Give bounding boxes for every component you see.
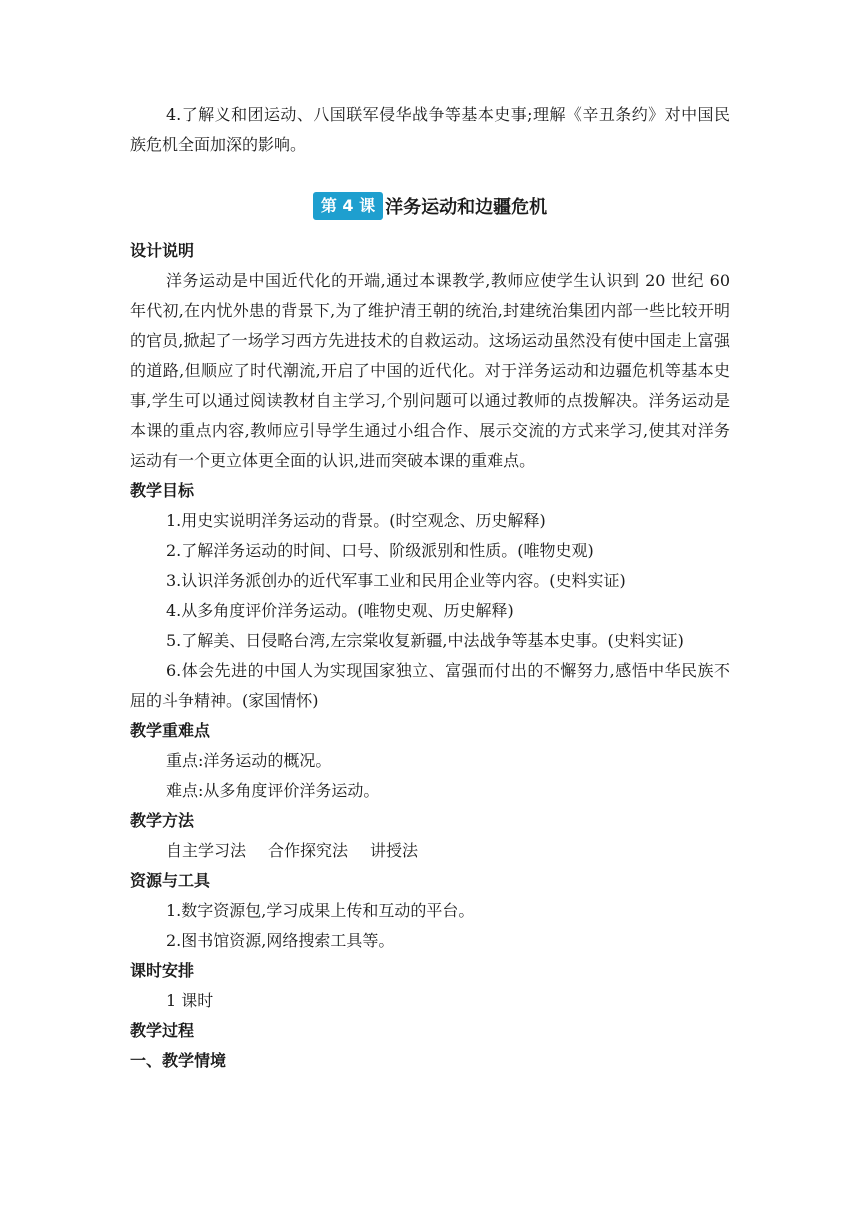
section-heading-keypoints: 教学重难点 (130, 721, 211, 740)
difficult-point: 难点:从多角度评价洋务运动。 (166, 781, 380, 800)
section-heading-process: 教学过程 (130, 1021, 195, 1040)
resource-item: 2.图书馆资源,网络搜索工具等。 (166, 931, 395, 950)
section-heading-schedule: 课时安排 (130, 961, 195, 980)
method-item: 合作探究法 (268, 841, 349, 860)
method-item: 讲授法 (370, 841, 419, 860)
key-point: 重点:洋务运动的概况。 (166, 751, 332, 770)
objective-item: 3.认识洋务派创办的近代军事工业和民用企业等内容。(史料实证) (166, 571, 626, 590)
document-page (130, 100, 730, 1076)
objective-item: 4.从多角度评价洋务运动。(唯物史观、历史解释) (166, 601, 514, 620)
schedule-value: 1 课时 (166, 991, 214, 1010)
section-heading-resources: 资源与工具 (130, 871, 211, 890)
section-heading-methods: 教学方法 (130, 811, 195, 830)
method-item: 自主学习法 (166, 841, 247, 860)
lesson-title (130, 190, 730, 222)
section-heading-objectives: 教学目标 (130, 481, 195, 500)
section-subheading-context: 一、教学情境 (130, 1051, 227, 1070)
methods-list (130, 836, 730, 866)
lesson-number-badge: 第 4 课 (313, 192, 383, 220)
resource-item: 1.数字资源包,学习成果上传和互动的平台。 (166, 901, 475, 920)
intro-item-4: 4.了解义和团运动、八国联军侵华战争等基本史事;理解《辛丑条约》对中国民族危机全面加深的影响。 (130, 105, 730, 154)
objective-item: 1.用史实说明洋务运动的背景。(时空观念、历史解释) (166, 511, 546, 530)
objective-item: 6.体会先进的中国人为实现国家独立、富强而付出的不懈努力,感悟中华民族不屈的斗争精神。(家国情怀) (130, 661, 730, 710)
design-description: 洋务运动是中国近代化的开端,通过本课教学,教师应使学生认识到 20 世纪 60 年代初,在内忧外患的背景下,为了维护清王朝的统治,封建统治集团内部一些比较开明的官员,掀起了一场学习西方先进技术的自救运动。这场运动虽然没有使中国走上富强的道路,但顺应了时代潮流,开启了中国的近代化。对于洋务运动和边疆危机等基本史事,学生可以通过阅读教材自主学习,个别问题可以通过教师的点拨解决。洋务运动是本课的重点内容,教师应引导学生通过小组合作、展示交流的方式来学习,使其对洋务运动有一个更立体更全面的认识,进而突破本课的重难点。 (130, 271, 730, 470)
objective-item: 5.了解美、日侵略台湾,左宗棠收复新疆,中法战争等基本史事。(史料实证) (166, 631, 684, 650)
lesson-name: 洋务运动和边疆危机 (385, 197, 548, 218)
objective-item: 2.了解洋务运动的时间、口号、阶级派别和性质。(唯物史观) (166, 541, 594, 560)
section-heading-design: 设计说明 (130, 241, 195, 260)
